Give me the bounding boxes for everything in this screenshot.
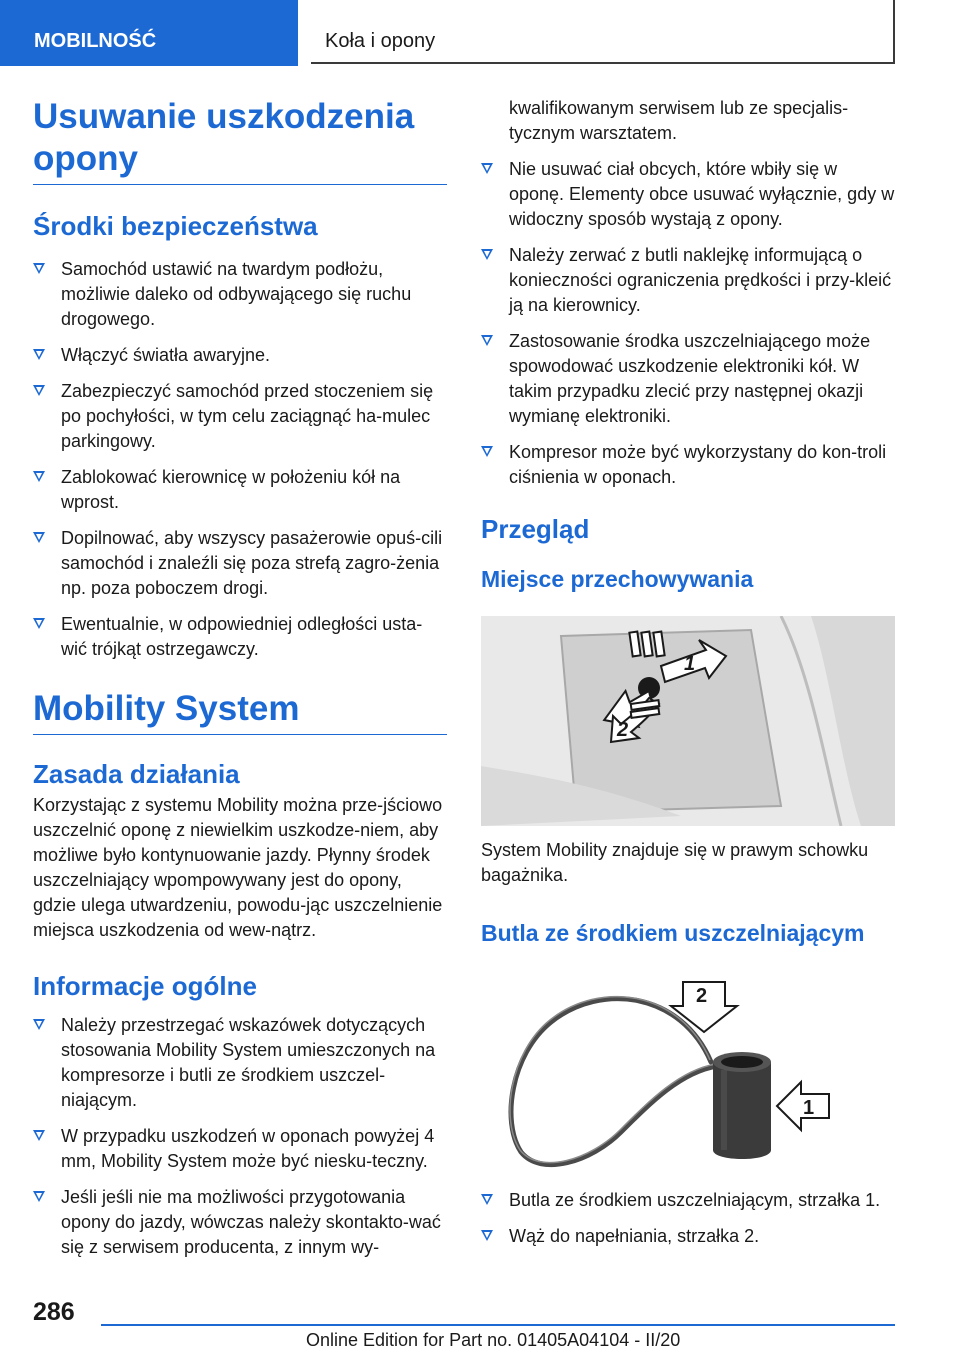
mobility-system-title: Mobility System bbox=[33, 688, 447, 735]
arrow-2-icon bbox=[671, 982, 737, 1032]
page-header bbox=[0, 0, 960, 66]
arrow-1-icon bbox=[777, 1082, 829, 1130]
bullet-triangle-icon bbox=[481, 1230, 493, 1241]
list-item: W przypadku uszkodzeń w oponach powyżej 4 mm, Mobility System może być niesku-teczny. bbox=[33, 1124, 447, 1174]
list-item: Kompresor może być wykorzystany do kon-troli ciśnienia w oponach. bbox=[481, 440, 895, 490]
bullet-triangle-icon bbox=[481, 335, 493, 346]
continued-text: kwalifikowanym serwisem lub ze specjalis-tycznym warsztatem. bbox=[509, 98, 849, 143]
storage-heading: Miejsce przechowywania bbox=[481, 566, 754, 592]
bullet-triangle-icon bbox=[481, 163, 493, 174]
storage-location-illustration bbox=[481, 616, 895, 826]
bullet-triangle-icon bbox=[33, 471, 45, 482]
principle-text: Korzystając z systemu Mobility można prze-jściowo uszczelnić oponę z niewielkim uszkodze-niem, aby możliwe było kontynuowanie jazdy. Płynny środek uszczelniający wpompowywany jest do opony, gdzie ulega utwardzeniu, powodu-jąc uszczelnienie miejsca uszkodzenia od wew-nątrz. bbox=[33, 795, 443, 940]
list-item: Butla ze środkiem uszczelniającym, strzałka 1. bbox=[481, 1188, 895, 1213]
bullet-triangle-icon bbox=[33, 1019, 45, 1030]
list-item: Zablokować kierownicę w położeniu kół na wprost. bbox=[33, 465, 447, 515]
bullet-triangle-icon bbox=[33, 385, 45, 396]
sealant-bottle-illustration bbox=[481, 962, 895, 1172]
bullet-triangle-icon bbox=[33, 349, 45, 360]
bullet-triangle-icon bbox=[33, 263, 45, 274]
bottle-list bbox=[481, 1188, 895, 1249]
bullet-triangle-icon bbox=[33, 1130, 45, 1141]
bottle-heading: Butla ze środkiem uszczelniającym bbox=[481, 920, 865, 946]
page-number: 286 bbox=[33, 1298, 75, 1326]
bullet-triangle-icon bbox=[33, 1191, 45, 1202]
list-item: Nie usuwać ciał obcych, które wbiły się w oponę. Elementy obce usuwać wyłącznie, gdy w widoczny sposób wystają z opony. bbox=[481, 157, 895, 232]
general-info-list bbox=[33, 1013, 447, 1260]
list-item: Dopilnować, aby wszyscy pasażerowie opuś-cili samochód i znaleźli się poza strefą zagro-żenia np. poza poboczem drogi. bbox=[33, 526, 447, 601]
list-item: Włączyć światła awaryjne. bbox=[33, 343, 447, 368]
list-item: Wąż do napełniania, strzałka 2. bbox=[481, 1224, 895, 1249]
edition-text: Online Edition for Part no. 01405A04104 - II/20 bbox=[306, 1330, 681, 1350]
right-column bbox=[481, 96, 895, 1260]
bullet-triangle-icon bbox=[33, 532, 45, 543]
left-column bbox=[33, 96, 447, 1271]
svg-text:2: 2 bbox=[617, 719, 629, 741]
svg-text:1: 1 bbox=[684, 653, 696, 675]
svg-text:2: 2 bbox=[696, 985, 708, 1007]
overview-heading: Przegląd bbox=[481, 514, 590, 544]
principle-heading: Zasada działania bbox=[33, 759, 240, 789]
list-item: Jeśli jeśli nie ma możliwości przygotowania opony do jazdy, wówczas należy skontakto-wać się z serwisem producenta, z innym wy- bbox=[33, 1185, 447, 1260]
bullet-triangle-icon bbox=[481, 249, 493, 260]
safety-heading: Środki bezpieczeństwa bbox=[33, 211, 318, 241]
safety-list bbox=[33, 257, 447, 662]
list-item: Zastosowanie środka uszczelniającego może spowodować uszkodzenie elektroniki kół. W takim przypadku zlecić przy następnej okazji wymianę elektroniki. bbox=[481, 329, 895, 429]
chapter-label: Koła i opony bbox=[311, 0, 895, 64]
list-item: Ewentualnie, w odpowiedniej odległości usta-wić trójkąt ostrzegawczy. bbox=[33, 612, 447, 662]
bullet-triangle-icon bbox=[33, 618, 45, 629]
general-info-heading: Informacje ogólne bbox=[33, 971, 257, 1001]
section-label: MOBILNOŚĆ bbox=[0, 0, 298, 66]
list-item: Należy przestrzegać wskazówek dotyczących stosowania Mobility System umieszczonych na kompresorze i butli ze środkiem uszczel-niającym. bbox=[33, 1013, 447, 1113]
list-item: Zabezpieczyć samochód przed stoczeniem się po pochyłości, w tym celu zaciągnąć ha-mulec parkingowy. bbox=[33, 379, 447, 454]
general-info-list-continued bbox=[481, 157, 895, 490]
list-item: Należy zerwać z butli naklejkę informującą o konieczności ograniczenia prędkości i przy-kleić ją na kierownicy. bbox=[481, 243, 895, 318]
bullet-triangle-icon bbox=[481, 446, 493, 457]
list-item: Samochód ustawić na twardym podłożu, możliwie daleko od odbywającego się ruchu drogowego. bbox=[33, 257, 447, 332]
storage-caption: System Mobility znajduje się w prawym schowku bagażnika. bbox=[481, 840, 869, 885]
svg-text:1: 1 bbox=[803, 1097, 815, 1119]
page-title: Usuwanie uszkodzenia opony bbox=[33, 96, 447, 185]
bullet-triangle-icon bbox=[481, 1194, 493, 1205]
footer-divider bbox=[101, 1324, 895, 1326]
